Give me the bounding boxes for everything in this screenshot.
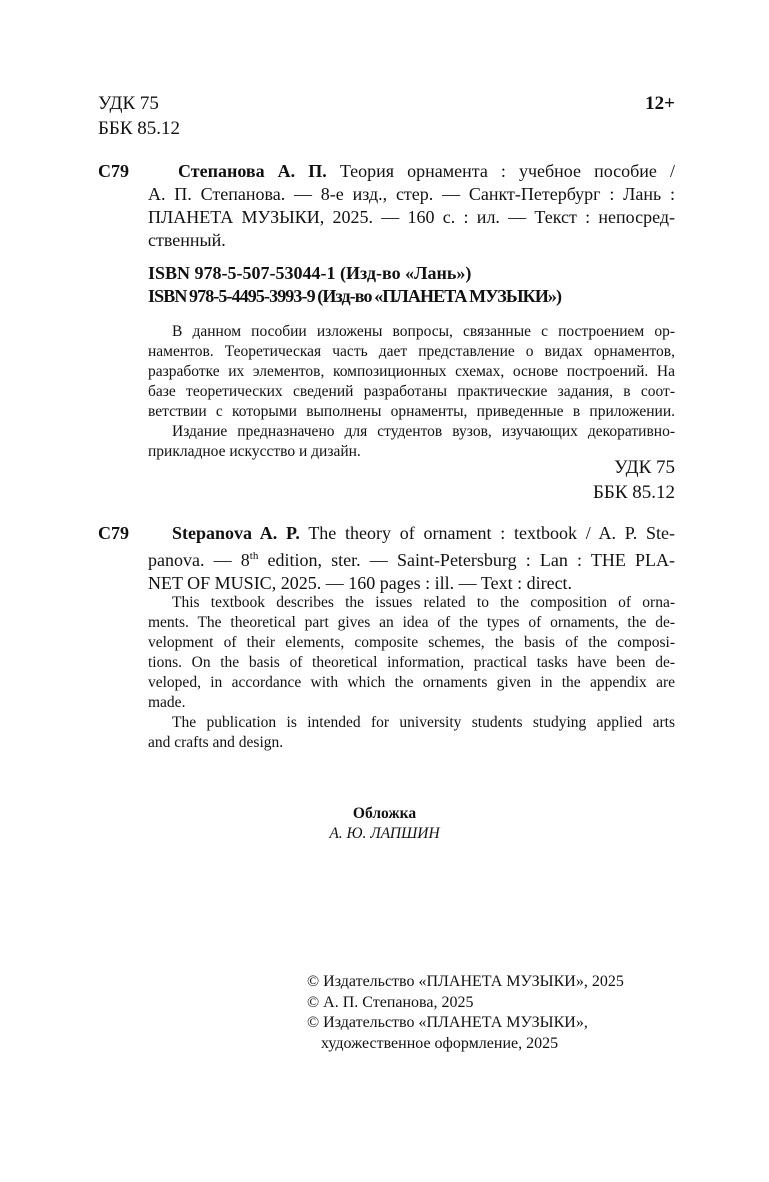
copyright-line: © Издательство «ПЛАНЕТА МУЗЫКИ», 2025 bbox=[307, 973, 624, 990]
ru-annotation-line: разработке их элементов, композиционных схемах, основе построений. На bbox=[148, 363, 675, 380]
udk-code-right: УДК 75 bbox=[614, 457, 675, 478]
en-author-code: С79 bbox=[98, 523, 129, 543]
en-annotation-line: The publication is intended for university students studying applied arts bbox=[172, 714, 675, 731]
ru-annotation-line: Издание предназначено для студентов вузов, изучающих декоративно- bbox=[172, 423, 675, 440]
en-entry-line-1: The theory of ornament : textbook / A. P. Ste- bbox=[308, 523, 675, 543]
en-annotation bbox=[148, 593, 675, 753]
copyright-line: © А. П. Степанова, 2025 bbox=[307, 993, 474, 1011]
ru-entry-line-1: Теория орнамента : учебное пособие / bbox=[339, 161, 675, 181]
en-bibliographic-entry bbox=[148, 522, 675, 595]
en-annotation-line: This textbook describes the issues related to the composition of orna- bbox=[172, 594, 675, 611]
age-rating: 12+ bbox=[645, 93, 675, 114]
ru-author: Степанова А. П. bbox=[178, 161, 327, 181]
ru-annotation-line: наментов. Теоретическая часть дает представление о видах орнаментов, bbox=[148, 343, 675, 360]
cover-artist: А. Ю. ЛАПШИН bbox=[329, 825, 440, 842]
isbn-lan: ISBN 978-5-507-53044-1 (Изд-во «Лань») bbox=[148, 263, 472, 283]
en-annotation-line: made. bbox=[148, 694, 186, 711]
ru-annotation-line: прикладное искусство и дизайн. bbox=[148, 443, 361, 460]
ru-annotation-line: базе теоретических сведений разработаны практические задания, в соот- bbox=[148, 383, 675, 400]
ru-entry-line-2: А. П. Степанова. — 8-е изд., стер. — Санкт-Петербург : Лань : bbox=[148, 184, 675, 204]
copyright-line: © Издательство «ПЛАНЕТА МУЗЫКИ», bbox=[307, 1014, 588, 1031]
ru-entry-line-4: ственный. bbox=[148, 230, 226, 250]
ru-annotation-line: ветствии с которыми выполнены орнаменты, приведенные в приложении. bbox=[148, 403, 675, 420]
en-annotation-line: tions. On the basis of theoretical information, practical tasks have been de- bbox=[148, 654, 675, 671]
isbn-planeta: ISBN 978-5-4495-3993-9 (Изд-во «ПЛАНЕТА МУЗЫКИ») bbox=[148, 286, 562, 306]
bbk-code-right: ББК 85.12 bbox=[593, 482, 675, 503]
ru-annotation bbox=[148, 322, 675, 462]
ru-annotation-line: В данном пособии изложены вопросы, связанные с построением ор- bbox=[172, 323, 675, 340]
en-entry-line-2a: panova. — 8 bbox=[148, 550, 250, 570]
ru-author-code: С79 bbox=[98, 161, 129, 181]
en-annotation-line: veloped, in accordance with which the ornaments given in the appendix are bbox=[148, 674, 675, 691]
copyright-line: художественное оформление, 2025 bbox=[321, 1034, 559, 1052]
cover-label: Обложка bbox=[352, 805, 417, 822]
en-entry-superscript: th bbox=[249, 550, 259, 562]
en-annotation-line: and crafts and design. bbox=[148, 734, 284, 751]
en-annotation-line: ments. The theoretical part gives an idea of the types of ornaments, the de- bbox=[148, 614, 675, 631]
copyright-block bbox=[307, 972, 687, 1054]
ru-entry-line-3: ПЛАНЕТА МУЗЫКИ, 2025. — 160 с. : ил. — Текст : непосред- bbox=[148, 207, 675, 227]
udk-code: УДК 75 bbox=[98, 93, 159, 114]
en-annotation-line: velopment of their elements, composite schemes, the basis of the composi- bbox=[148, 634, 675, 651]
en-entry-line-3: NET OF MUSIC, 2025. — 160 pages : ill. — Text : direct. bbox=[148, 573, 573, 593]
en-author: Stepanova A. P. bbox=[172, 523, 300, 543]
en-entry-line-2b: edition, ster. — Saint-Petersburg : Lan : THE PLA- bbox=[267, 550, 675, 570]
bbk-code: ББК 85.12 bbox=[98, 118, 180, 139]
ru-bibliographic-entry bbox=[148, 160, 675, 252]
